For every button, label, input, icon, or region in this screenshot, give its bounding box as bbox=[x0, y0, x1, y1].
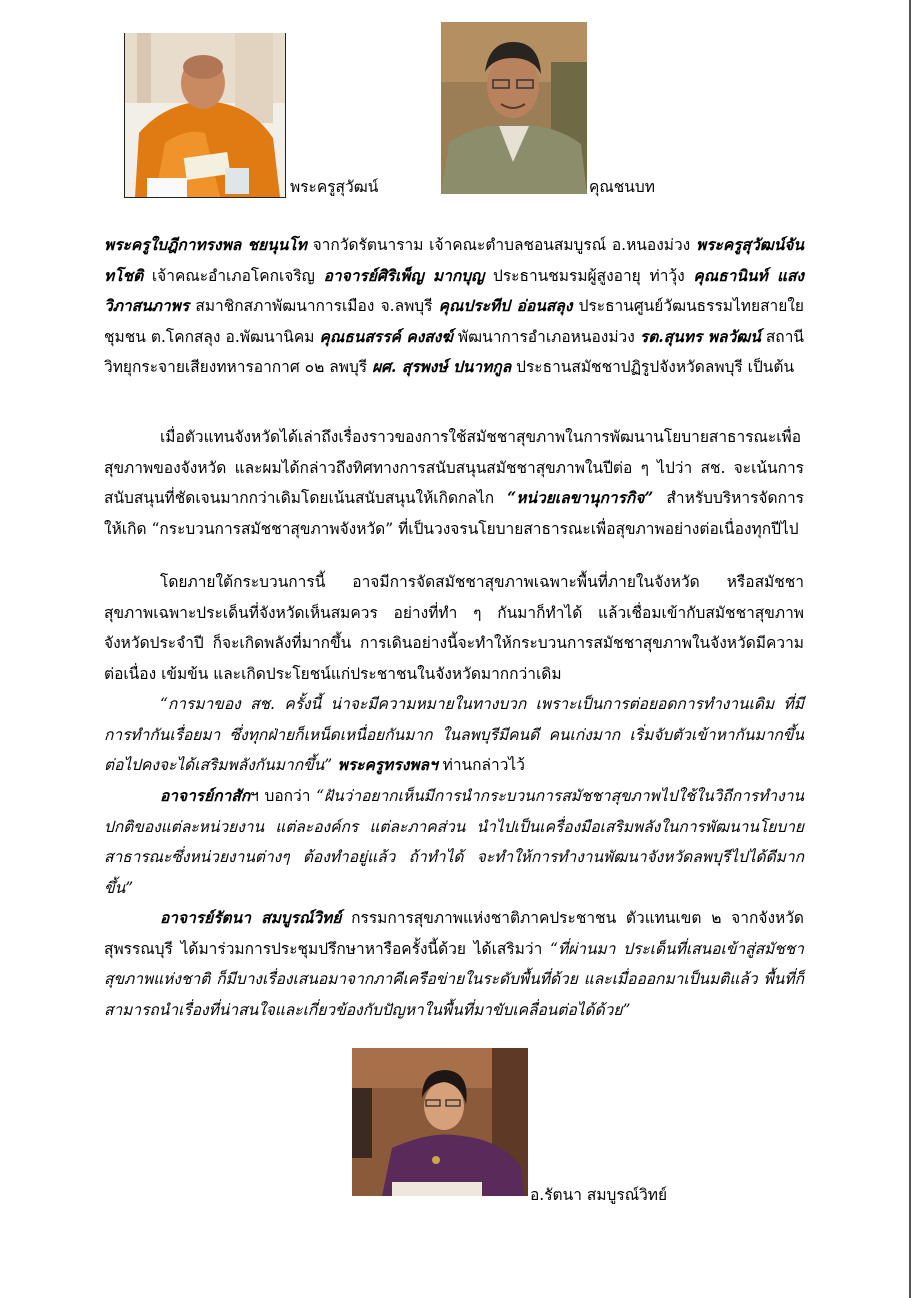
text-segment: สมาชิกสภาพัฒนาการเมือง จ.ลพบุรี bbox=[189, 297, 439, 315]
text-segment: ประธานศูนย์วัฒนธรรมไทยสายใยชุมชน ต.โคกสลุง อ.พัฒนานิคม bbox=[104, 297, 804, 346]
participant-name-3: อาจารย์ศิริเพ็ญ มากบุญ bbox=[323, 265, 485, 285]
text-segment: เมื่อตัวแทนจังหวัดได้เล่าถึงเรื่องราวของการใช้สมัชชาสุขภาพในการพัฒนานโยบายสาธารณะเพื่อสุขภาพของจังหวัด และผมได้กล่าวถึงทิศทางการสนับสนุนสมัชชาสุขภาพในปีต่อ ๆ ไปว่า สช. จะเน้นการสนับสนุนที่ชัดเจนมากกว่าเดิมโดยเน้นสนับสนุนให้เกิดกลไก bbox=[104, 428, 804, 507]
text-segment: เจ้าคณะอำเภอโคกเจริญ bbox=[143, 266, 324, 285]
speaker-name: พระครูทรงพลฯ bbox=[332, 755, 438, 774]
quote-text: “ฝันว่าอยากเห็นมีการนำกระบวนการสมัชชาสุขภาพไปใช้ในวิถีการทำงานปกติของแต่ละหน่วยงาน แต่ละองค์กร แต่ละภาคส่วน นำไปเป็นเครื่องมือเสริมพลังในการพัฒนานโยบายสาธารณะซึ่งหน่วยงานต่างๆ ต้องทำอยู่แล้ว ถ้าทำได้ จะทำให้การทำงานพัฒนาจังหวัดลพบุรีไปได้ดีมากขึ้น” bbox=[104, 787, 804, 897]
man-caption: คุณชนบท bbox=[589, 178, 655, 196]
text-segment: ท่านกล่าวไว้ bbox=[437, 756, 525, 774]
paragraph-participants bbox=[104, 230, 804, 383]
participant-name-7: รต.สุนทร พลวัฒน์ bbox=[639, 326, 761, 346]
paragraph-process bbox=[104, 567, 804, 689]
text-segment: พัฒนาการอำเภอหนองม่วง bbox=[452, 327, 640, 346]
page-edge bbox=[909, 0, 911, 1298]
monk-photo bbox=[124, 33, 286, 198]
speaker-name: อาจารย์กาสัก bbox=[160, 786, 251, 805]
participant-name-4: คุณธานินท์ แสงวิภาสนภาพร bbox=[104, 265, 804, 315]
paragraph-quote-rattana bbox=[104, 903, 804, 1025]
text-segment: จากวัดรัตนาราม เจ้าคณะตำบลชอนสมบูรณ์ อ.หนองม่วง bbox=[306, 236, 696, 254]
text-segment: โดยภายใต้กระบวนการนี้ อาจมีการจัดสมัชชาสุขภาพเฉพาะพื้นที่ภายในจังหวัด หรือสมัชชาสุขภาพเฉพาะประเด็นที่จังหวัดเห็นสมควร อย่างที่ทำ ๆ กันมาก็ทำได้ แล้วเชื่อมเข้ากับสมัชชาสุขภาพจังหวัดประจำปี ก็จะเกิดพลังที่มากขึ้น การเดินอย่างนี้จะทำให้กระบวนการสมัชชาสุขภาพในจังหวัดมีความต่อเนื่อง เข้มข้น และเกิดประโยชน์แก่ประชาชนในจังหวัดมากกว่าเดิม bbox=[104, 573, 804, 683]
monk-caption: พระครูสุวัฒน์ bbox=[290, 178, 379, 196]
paragraph-quote-monk bbox=[104, 689, 804, 781]
text-segment: กรรมการสุขภาพแห่งชาติภาคประชาชน ตัวแทนเขต ๒ จากจังหวัดสุพรรณบุรี ได้มาร่วมการประชุมปรึกษาหารือครั้งนี้ด้วย ได้เสริมว่า bbox=[104, 909, 804, 958]
quote-text: “การมาของ สช. ครั้งนี้ น่าจะมีความหมายในทางบวก เพราะเป็นการต่อยอดการทำงานเดิม ที่มีการทำกันเรื่อยมา ซึ่งทุกฝ่ายก็เหน็ดเหนื่อยกันมาก ในลพบุรีมีคนดี คนเก่งมาก เริ่มจับตัวเข้าหากันมากขึ้น ต่อไปคงจะได้เสริมพลังกันมากขึ้น” bbox=[104, 695, 804, 774]
quote-text: “ที่ผ่านมา ประเด็นที่เสนอเข้าสู่สมัชชาสุขภาพแห่งชาติ ก็มีบางเรื่องเสนอมาจากภาคีเครือข่ายในระดับพื้นที่ด้วย และเมื่อออกมาเป็นมติแล้ว พื้นที่ก็สามารถนำเรื่องที่น่าสนใจและเกี่ยวข้องกับปัญหาในพื้นที่มาขับเคลื่อนต่อได้ด้วย” bbox=[104, 939, 804, 1019]
participant-name-2: พระครูสุวัฒน์จันทโชติ bbox=[104, 235, 804, 285]
participant-name-8: ผศ. สุรพงษ์ ปนาทกูล bbox=[372, 357, 512, 376]
man-photo bbox=[441, 22, 587, 194]
participant-name-5: คุณประทีป อ่อนสลุง bbox=[438, 296, 573, 315]
text-segment: สถานีวิทยุกระจายเสียงทหารอากาศ ๐๒ ลพบุรี bbox=[104, 327, 804, 376]
text-segment: ฯ บอกว่า bbox=[250, 787, 317, 805]
text-segment: ประธานชมรมผู้สูงอายุ ท่าวุ้ง bbox=[484, 266, 694, 285]
woman-caption: อ.รัตนา สมบูรณ์วิทย์ bbox=[530, 1186, 668, 1204]
woman-photo bbox=[352, 1048, 528, 1196]
paragraph-direction bbox=[104, 422, 804, 544]
text-segment: สำหรับบริหารจัดการให้เกิด “กระบวนการสมัชชาสุขภาพจังหวัด” ที่เป็นวงจรนโยบายสาธารณะเพื่อสุขภาพอย่างต่อเนื่องทุกปีไป bbox=[104, 489, 804, 538]
emphasis-secretariat: “หน่วยเลขานุการกิจ” bbox=[507, 488, 654, 507]
text-segment: ประธานสมัชชาปฏิรูปจังหวัดลพบุรี เป็นต้น bbox=[511, 358, 795, 376]
speaker-name: อาจารย์รัตนา สมบูรณ์วิทย์ bbox=[160, 908, 342, 927]
participant-name-6: คุณธนสรรค์ คงสงฆ์ bbox=[319, 326, 453, 346]
participant-name-1: พระครูใบฎีกาทรงพล ชยนุนโท bbox=[104, 235, 307, 254]
paragraph-quote-kasak bbox=[104, 781, 804, 903]
